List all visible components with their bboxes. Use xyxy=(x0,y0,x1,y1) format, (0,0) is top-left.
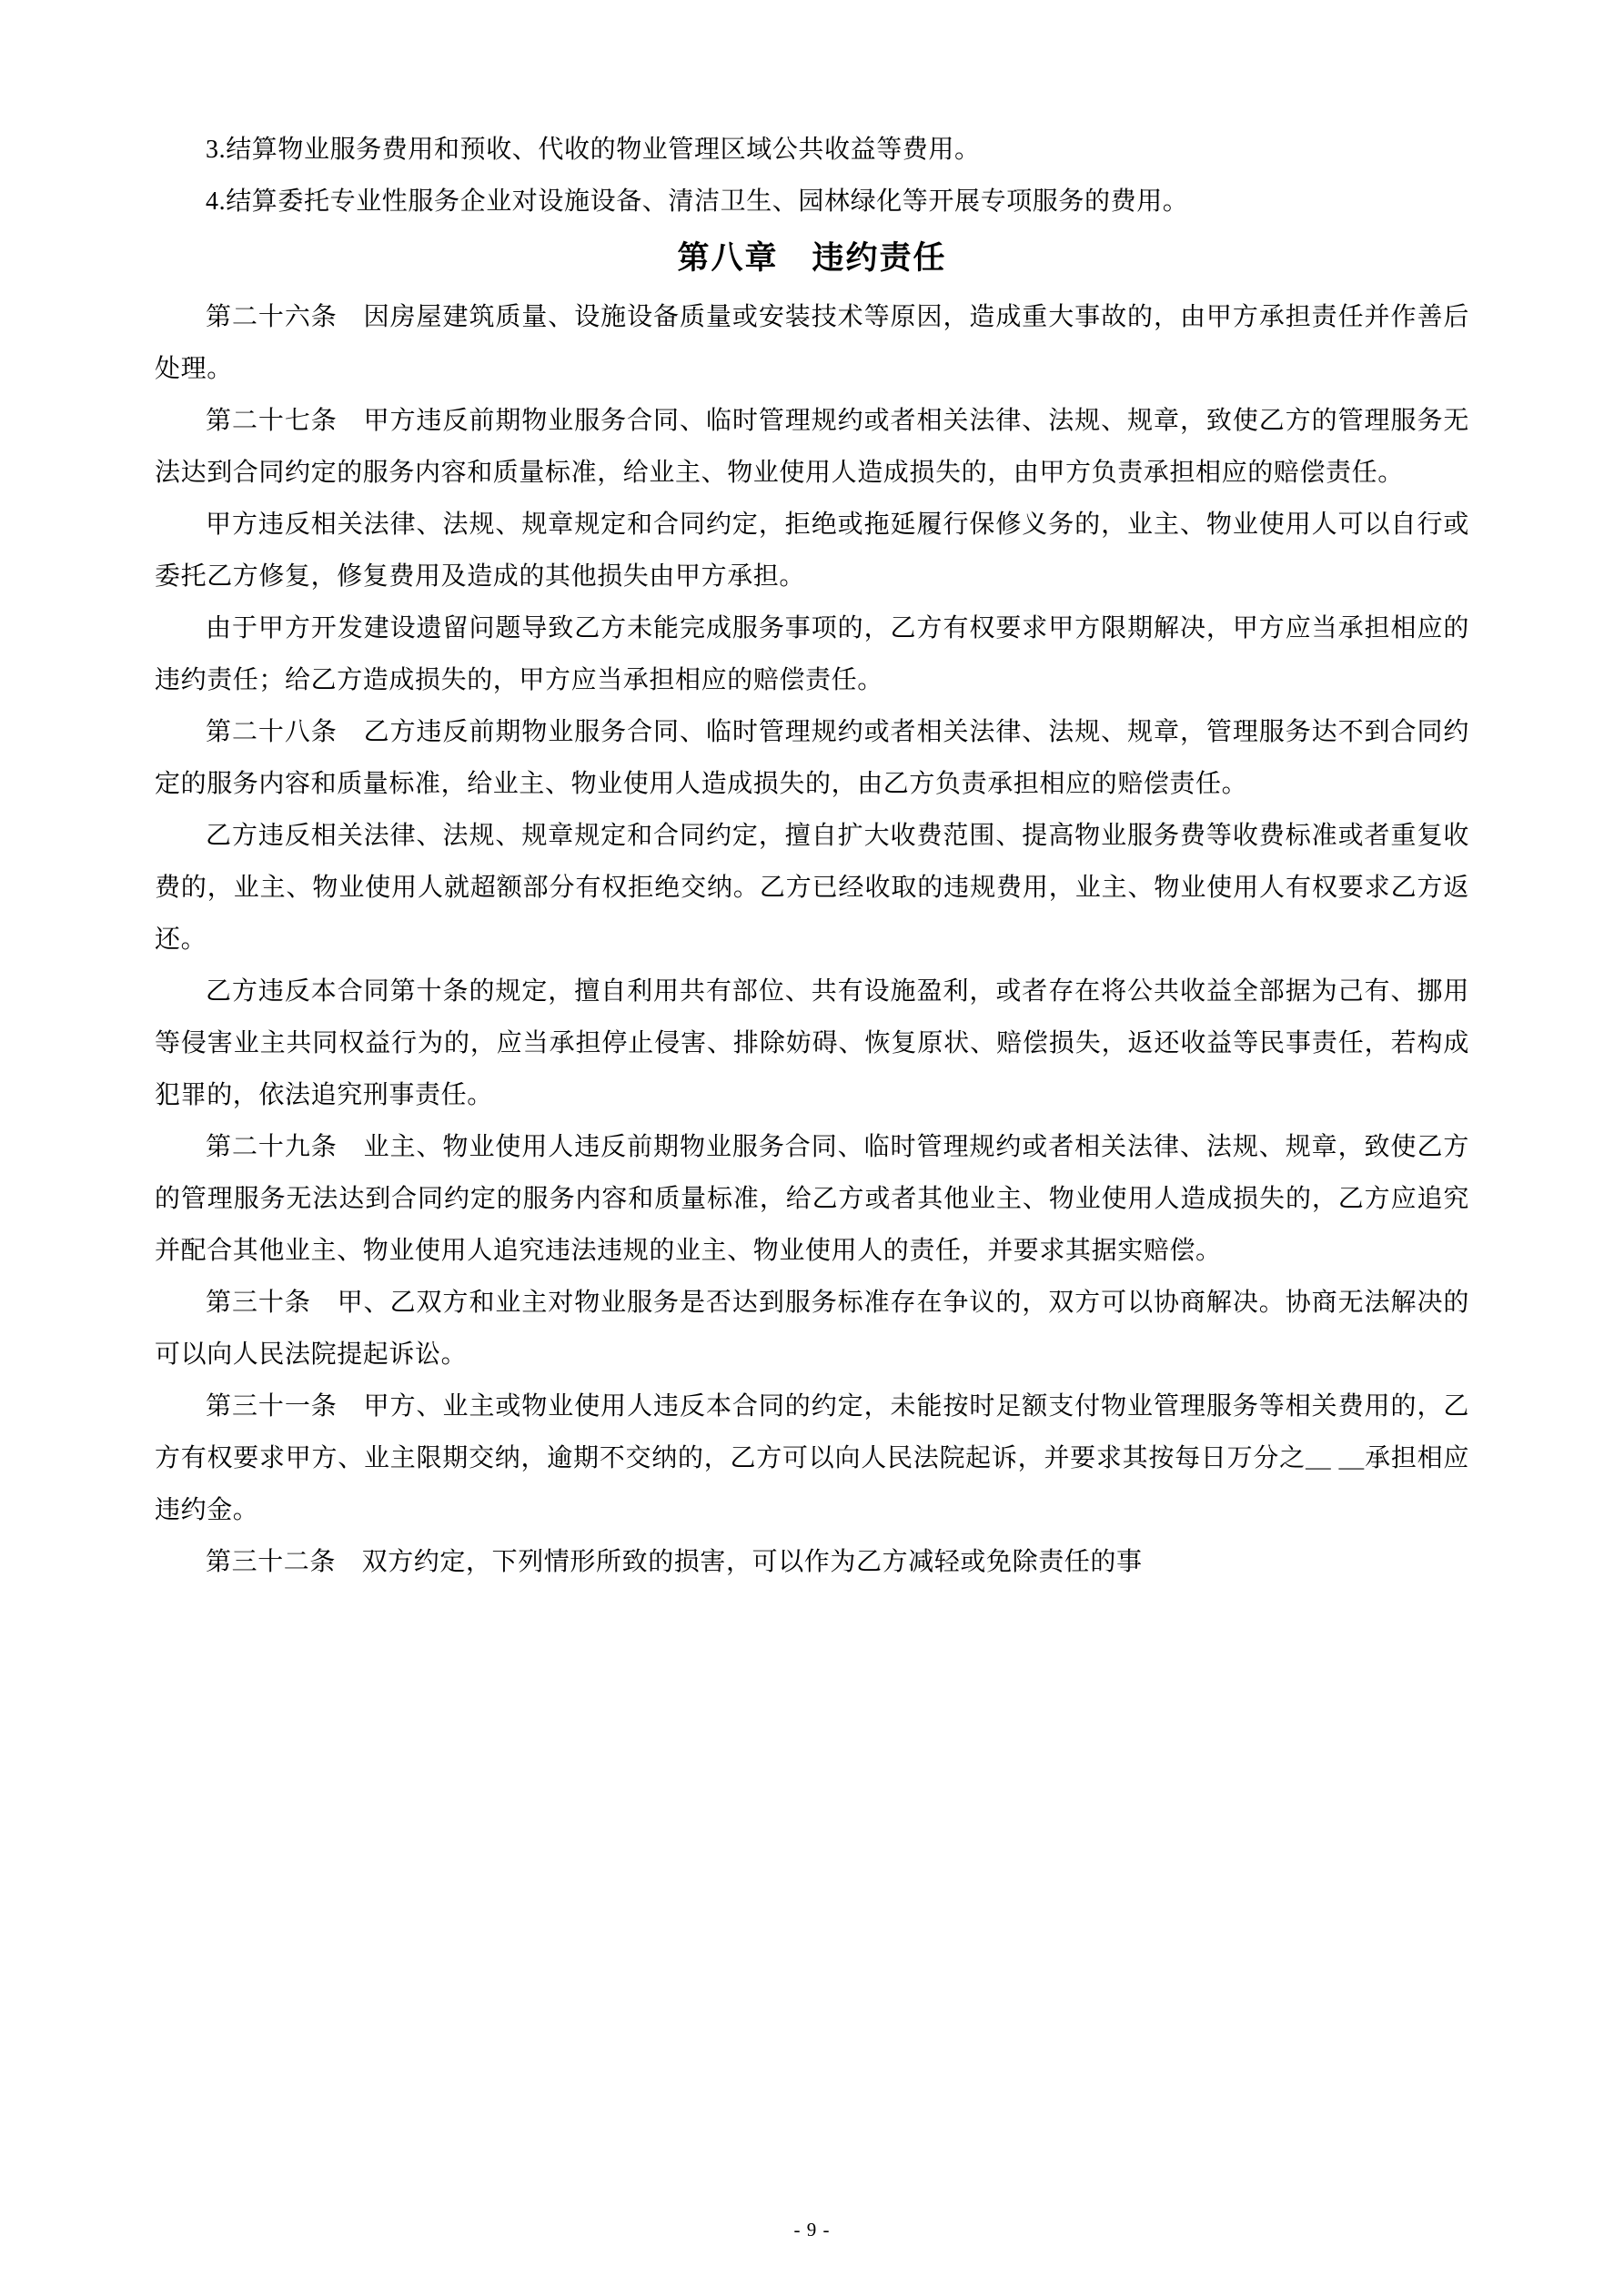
clause-paragraph: 乙方违反相关法律、法规、规章规定和合同约定，擅自扩大收费范围、提高物业服务费等收费标准或者重复收费的，业主、物业使用人就超额部分有权拒绝交纳。乙方已经收取的违规费用，业主、物业使用人有权要求乙方返还。 xyxy=(155,822,1469,954)
numbered-list-item: 4.结算委托专业性服务企业对设施设备、清洁卫生、园林绿化等开展专项服务的费用。 xyxy=(206,187,1189,216)
page-number: - 9 - xyxy=(793,2219,831,2240)
clause-paragraph: 第二十六条 因房屋建筑质量、设施设备质量或安装技术等原因，造成重大事故的，由甲方承担责任并作善后处理。 xyxy=(155,303,1469,383)
clause-paragraph: 第二十八条 乙方违反前期物业服务合同、临时管理规约或者相关法律、法规、规章，管理服务达不到合同约定的服务内容和质量标准，给业主、物业使用人造成损失的，由乙方负责承担相应的赔偿责任。 xyxy=(155,718,1469,798)
clause-paragraph: 第三十条 甲、乙双方和业主对物业服务是否达到服务标准存在争议的，双方可以协商解决。协商无法解决的可以向人民法院提起诉讼。 xyxy=(155,1289,1469,1369)
chapter-heading: 第八章 违约责任 xyxy=(677,240,947,276)
clause-paragraph: 第二十七条 甲方违反前期物业服务合同、临时管理规约或者相关法律、法规、规章，致使乙方的管理服务无法达到合同约定的服务内容和质量标准，给业主、物业使用人造成损失的，由甲方负责承担相应的赔偿责任。 xyxy=(155,407,1469,487)
clause-paragraph: 第二十九条 业主、物业使用人违反前期物业服务合同、临时管理规约或者相关法律、法规、规章，致使乙方的管理服务无法达到合同约定的服务内容和质量标准，给乙方或者其他业主、物业使用人造成损失的，乙方应追究并配合其他业主、物业使用人追究违法违规的业主、物业使用人的责任，并要求其据实赔偿。 xyxy=(155,1133,1469,1265)
clause-paragraph: 第三十二条 双方约定，下列情形所致的损害，可以作为乙方减轻或免除责任的事 xyxy=(206,1548,1143,1576)
clause-paragraph: 第三十一条 甲方、业主或物业使用人违反本合同的约定，未能按时足额支付物业管理服务等相关费用的，乙方有权要求甲方、业主限期交纳，逾期不交纳的，乙方可以向人民法院起诉，并要求其按每日万分之＿ ＿承担相应违约金。 xyxy=(155,1392,1469,1524)
numbered-list-item: 3.结算物业服务费用和预收、代收的物业管理区域公共收益等费用。 xyxy=(206,136,981,164)
clause-paragraph: 乙方违反本合同第十条的规定，擅自利用共有部位、共有设施盈利，或者存在将公共收益全部据为己有、挪用等侵害业主共同权益行为的，应当承担停止侵害、排除妨碍、恢复原状、赔偿损失，返还收益等民事责任，若构成犯罪的，依法追究刑事责任。 xyxy=(155,977,1469,1109)
document-content xyxy=(155,124,1469,1588)
clause-paragraph: 由于甲方开发建设遗留问题导致乙方未能完成服务事项的，乙方有权要求甲方限期解决，甲方应当承担相应的违约责任；给乙方造成损失的，甲方应当承担相应的赔偿责任。 xyxy=(155,614,1469,694)
clause-paragraph: 甲方违反相关法律、法规、规章规定和合同约定，拒绝或拖延履行保修义务的，业主、物业使用人可以自行或委托乙方修复，修复费用及造成的其他损失由甲方承担。 xyxy=(155,511,1469,591)
